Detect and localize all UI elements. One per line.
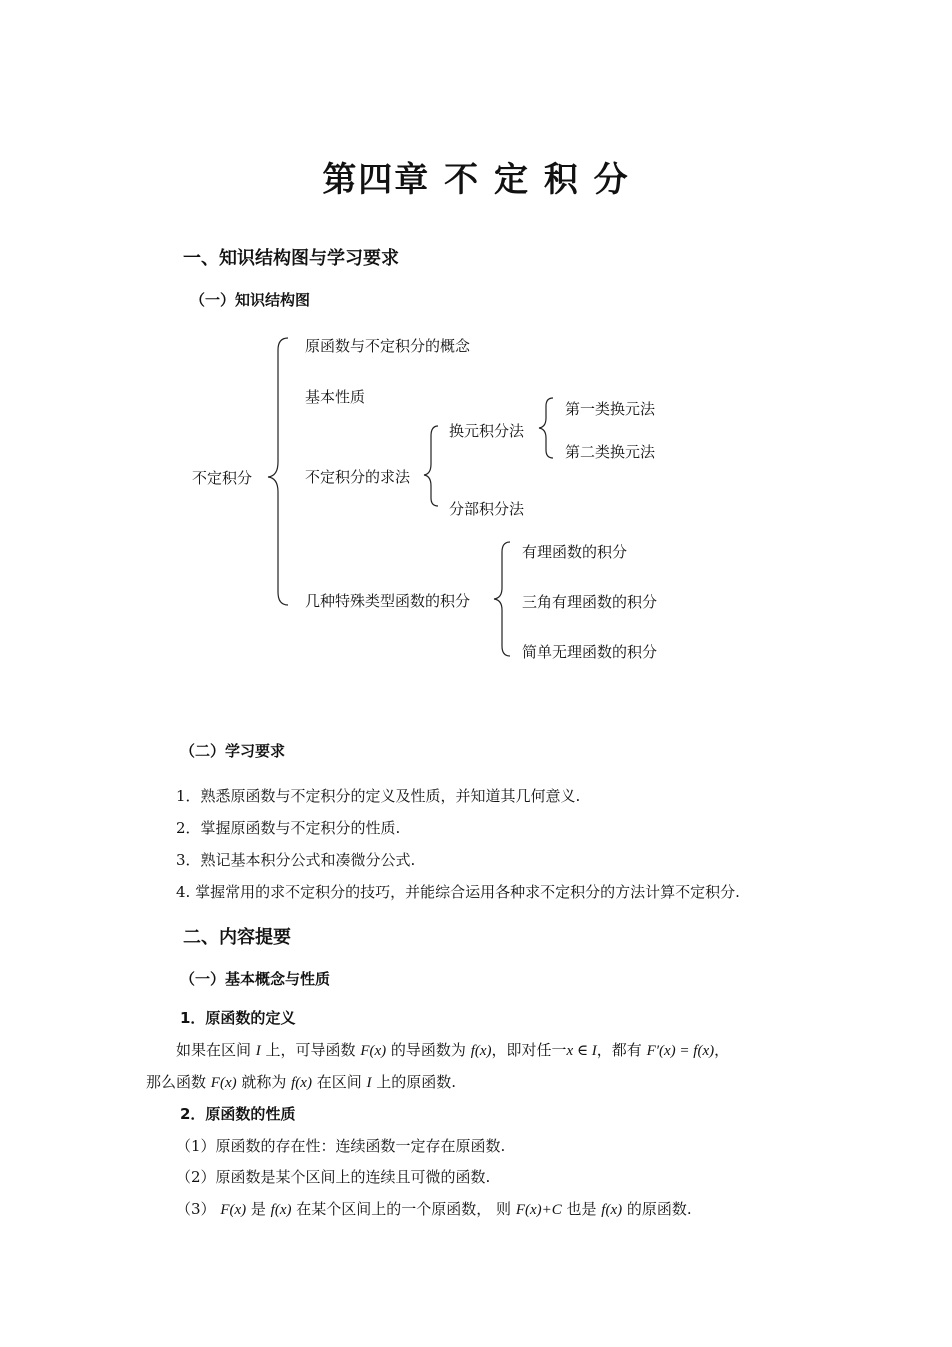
special-brace [494,542,510,656]
tree-node-properties: 基本性质 [305,388,366,406]
tree-node-second-substitution: 第二类换元法 [565,443,656,461]
requirement-2: 2．掌握原函数与不定积分的性质. [176,819,401,837]
section2-heading: 二、内容提要 [183,927,291,948]
section1-heading: 一、知识结构图与学习要求 [183,248,399,269]
requirement-1: 1．熟悉原函数与不定积分的定义及性质，并知道其几何意义. [176,787,581,805]
property-1: （1）原函数的存在性：连续函数一定存在原函数. [176,1137,506,1155]
definition-line-2: 那么函数 F(x) 就称为 f(x) 在区间 I 上的原函数. [146,1073,457,1091]
root-brace [268,338,288,605]
section2-sub1: （一）基本概念与性质 [180,970,331,988]
requirement-3: 3．熟记基本积分公式和凑微分公式. [176,851,416,869]
definition-heading: 1．原函数的定义 [180,1009,296,1027]
section1-sub2: （二）学习要求 [180,742,286,760]
substitution-brace [539,398,553,458]
requirement-4: 4. 掌握常用的求不定积分的技巧，并能综合运用各种求不定积分的方法计算不定积分. [176,883,740,901]
section1-sub1: （一）知识结构图 [190,291,311,309]
tree-node-methods: 不定积分的求法 [305,468,411,486]
tree-node-rational: 有理函数的积分 [522,543,628,561]
property-2: （2）原函数是某个区间上的连续且可微的函数. [176,1168,491,1186]
tree-node-concept: 原函数与不定积分的概念 [305,337,471,355]
tree-node-trig-rational: 三角有理函数的积分 [522,593,658,611]
tree-root: 不定积分 [192,469,253,487]
property-heading: 2．原函数的性质 [180,1105,296,1123]
methods-brace [424,426,438,506]
tree-node-first-substitution: 第一类换元法 [565,400,656,418]
tree-node-irrational: 简单无理函数的积分 [522,643,658,661]
page-title: 第四章 不 定 积 分 [322,160,630,200]
tree-node-by-parts: 分部积分法 [449,500,525,518]
tree-node-substitution: 换元积分法 [449,422,525,440]
definition-line-1: 如果在区间 I 上，可导函数 F(x) 的导函数为 f(x)，即对任一x ∈ I，都有 F′(x) = f(x)， [176,1041,730,1059]
property-3: （3） F(x) 是 f(x) 在某个区间上的一个原函数， 则 F(x)+C 也是 f(x) 的原函数. [176,1200,692,1218]
tree-node-special: 几种特殊类型函数的积分 [305,592,471,610]
